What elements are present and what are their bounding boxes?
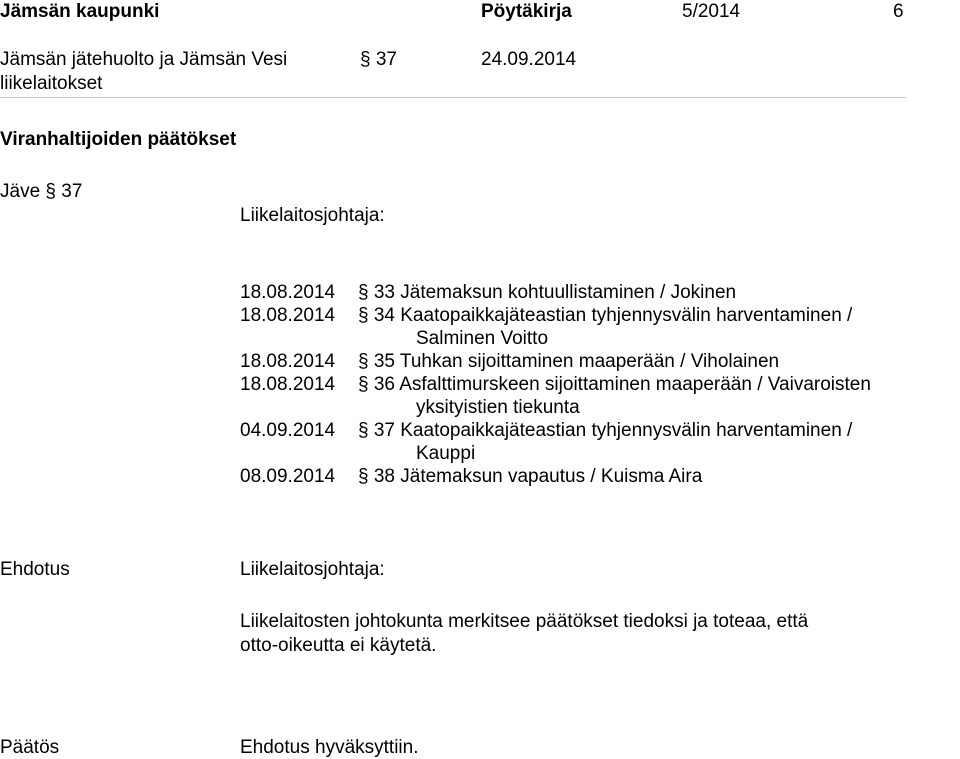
- decision-row: [240, 419, 960, 442]
- decision-text: § 36 Asfalttimurskeen sijoittaminen maaperään / Vaivaroisten: [358, 374, 871, 395]
- decision-row: [240, 304, 960, 327]
- decision-text: yksityistien tiekunta: [416, 397, 580, 418]
- decision-result: Ehdotus hyväksyttiin.: [240, 737, 419, 758]
- decision-date: 04.09.2014: [240, 420, 336, 441]
- decision-text: § 33 Jätemaksun kohtuullistaminen / Jokinen: [358, 282, 737, 303]
- decision-row: [240, 373, 960, 396]
- decision-list: [240, 281, 960, 488]
- decision-row-continuation: [240, 442, 960, 465]
- decision-text: § 38 Jätemaksun vapautus / Kuisma Aira: [358, 466, 703, 487]
- municipality-name: Jämsän kaupunki: [0, 1, 160, 22]
- jave-section: Jäve § 37: [0, 181, 83, 202]
- decision-row: [240, 281, 960, 304]
- decision-row-continuation: [240, 327, 960, 350]
- official-title: Liikelaitosjohtaja:: [240, 205, 385, 226]
- decision-text: § 34 Kaatopaikkajäteastian tyhjennysvälin harventaminen /: [358, 305, 853, 326]
- header-divider: [0, 97, 906, 98]
- meeting-date: 24.09.2014: [481, 49, 577, 70]
- section-heading: Viranhaltijoiden päätökset: [0, 129, 237, 150]
- decision-date: 18.08.2014: [240, 374, 336, 395]
- decision-row: [240, 350, 960, 373]
- page-number: 6: [893, 1, 904, 22]
- proposal-label: Ehdotus: [0, 559, 70, 580]
- decision-text: § 37 Kaatopaikkajäteastian tyhjennysvälin harventaminen /: [358, 420, 853, 441]
- proposal-official: Liikelaitosjohtaja:: [240, 559, 385, 580]
- decision-text: Kauppi: [416, 443, 476, 464]
- organization-line-2: liikelaitokset: [0, 73, 103, 94]
- decision-row-continuation: [240, 396, 960, 419]
- document-type: Pöytäkirja: [481, 1, 572, 22]
- decision-row: [240, 465, 960, 488]
- decision-label: Päätös: [0, 737, 60, 758]
- document-number: 5/2014: [682, 1, 741, 22]
- decision-date: 18.08.2014: [240, 305, 336, 326]
- decision-date: 18.08.2014: [240, 351, 336, 372]
- organization-line-1: Jämsän jätehuolto ja Jämsän Vesi: [0, 49, 288, 70]
- proposal-text-line-2: otto-oikeutta ei käytetä.: [240, 635, 437, 656]
- decision-text: § 35 Tuhkan sijoittaminen maaperään / Viholainen: [358, 351, 780, 372]
- section-number: § 37: [360, 49, 397, 70]
- decision-date: 08.09.2014: [240, 466, 336, 487]
- proposal-text-line-1: Liikelaitosten johtokunta merkitsee päätökset tiedoksi ja toteaa, että: [240, 611, 809, 632]
- decision-text: Salminen Voitto: [416, 328, 549, 349]
- decision-date: 18.08.2014: [240, 282, 336, 303]
